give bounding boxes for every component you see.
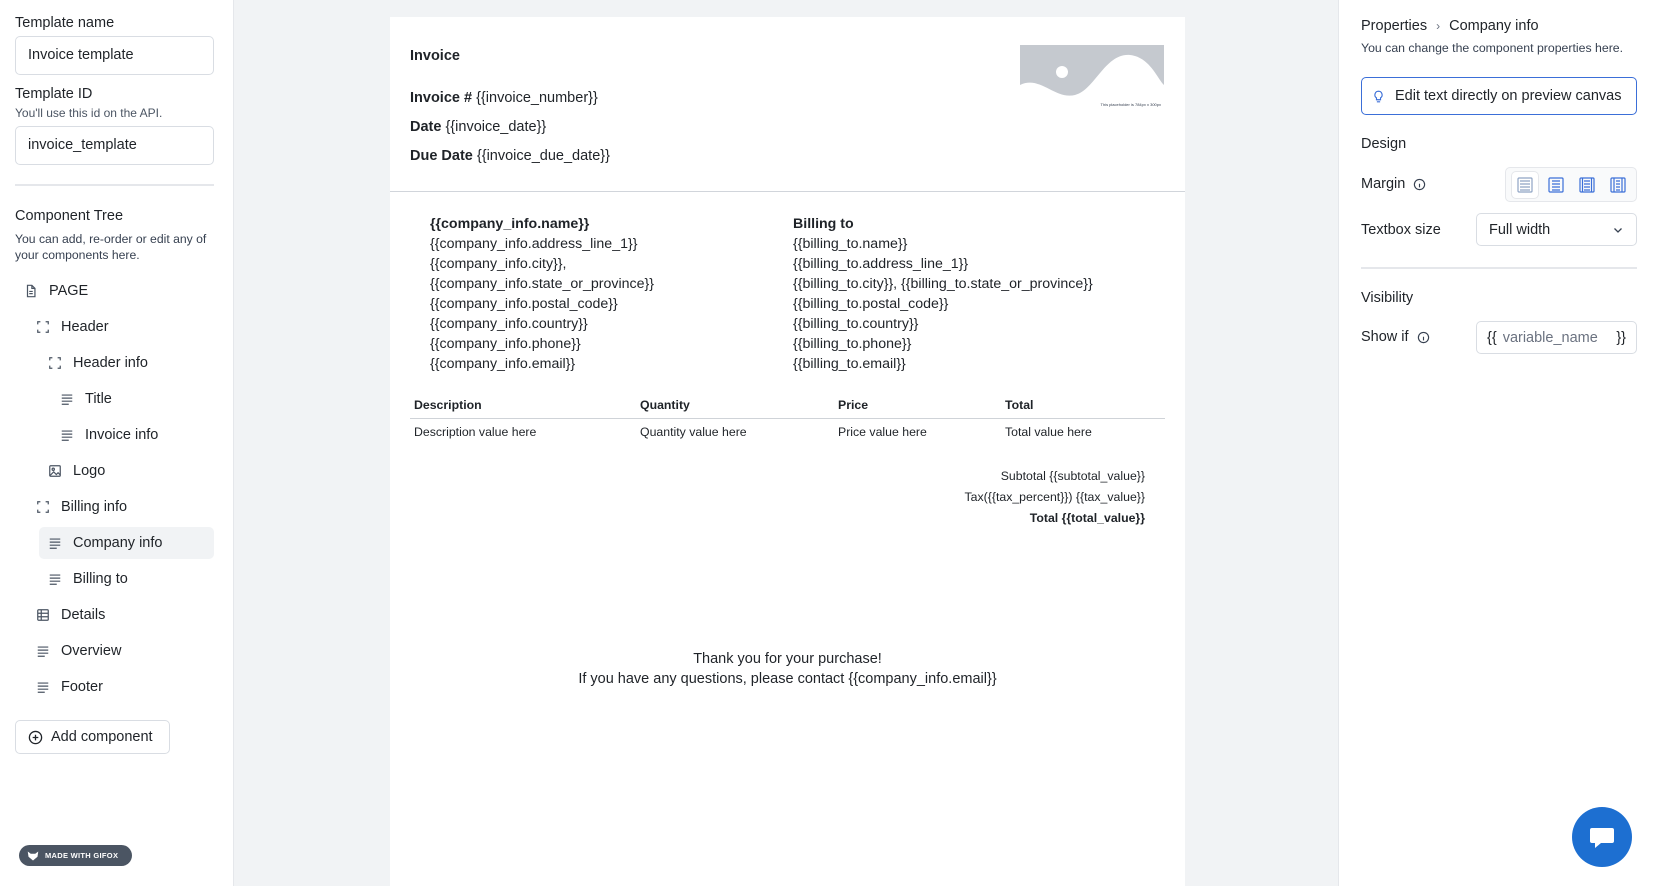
- invoice-number-label: Invoice #: [410, 90, 473, 106]
- text-icon: [59, 391, 75, 407]
- component-tree-desc: You can add, re-order or edit any of your components here.: [15, 232, 207, 262]
- tree-item-label: PAGE: [49, 283, 89, 299]
- table-cell-quantity: Quantity value here: [640, 425, 747, 439]
- tree-item-label: Logo: [73, 463, 106, 479]
- tree-item-details[interactable]: [35, 599, 213, 631]
- company-line: {{company_info.city}},: [430, 256, 567, 272]
- sidebar-divider: [15, 184, 214, 186]
- page-icon: [23, 283, 39, 299]
- billing-line: {{billing_to.phone}}: [793, 336, 912, 352]
- properties-subtitle: You can change the component properties here.: [1361, 41, 1624, 55]
- invoice-due-line[interactable]: [410, 148, 610, 164]
- billing-to-block[interactable]: [793, 214, 1093, 374]
- template-id-help: You'll use this id on the API.: [15, 106, 163, 120]
- frame-icon: [35, 319, 51, 335]
- text-icon: [35, 643, 51, 659]
- gifox-badge: [19, 845, 132, 866]
- tree-item-header[interactable]: [35, 311, 213, 343]
- tree-item-footer[interactable]: [35, 671, 213, 703]
- footer-thanks[interactable]: Thank you for your purchase!: [693, 651, 882, 667]
- template-id-label: Template ID: [15, 86, 93, 102]
- var-placeholder: variable_name: [1502, 329, 1598, 346]
- invoice-date-line[interactable]: [410, 119, 546, 135]
- text-icon: [47, 571, 63, 587]
- left-sidebar: [0, 0, 234, 886]
- company-info-block[interactable]: [430, 214, 654, 374]
- add-component-label: Add component: [51, 729, 153, 745]
- billing-line: {{billing_to.name}}: [793, 236, 908, 252]
- company-line: {{company_info.state_or_province}}: [430, 276, 655, 292]
- logo-placeholder-caption: This placeholder is 784px x 300px: [1100, 102, 1161, 107]
- template-id-input[interactable]: invoice_template: [15, 126, 214, 165]
- table-icon: [35, 607, 51, 623]
- image-icon: [47, 463, 63, 479]
- show-if-variable-input[interactable]: [1476, 321, 1637, 354]
- breadcrumb-properties[interactable]: Properties: [1361, 18, 1428, 34]
- tree-item-overview[interactable]: [35, 635, 213, 667]
- invoice-due-label: Due Date: [410, 148, 473, 164]
- table-cell-description: Description value here: [414, 425, 537, 439]
- header-divider: [390, 191, 1185, 192]
- margin-medium-icon: [1578, 176, 1596, 194]
- margin-label-text: Margin: [1361, 176, 1406, 192]
- fox-icon: [27, 850, 39, 862]
- design-section-title: Design: [1361, 136, 1407, 152]
- text-icon: [59, 427, 75, 443]
- margin-large-button[interactable]: [1605, 172, 1631, 198]
- margin-none-button[interactable]: [1512, 172, 1538, 198]
- tree-item-label: Company info: [73, 535, 163, 551]
- invoice-date-label: Date: [410, 119, 442, 135]
- margin-label: [1361, 176, 1426, 192]
- tree-item-company-info[interactable]: [39, 527, 214, 559]
- template-name-label: Template name: [15, 15, 115, 31]
- chat-bubble-icon: [1587, 822, 1617, 852]
- table-cell-price: Price value here: [838, 425, 927, 439]
- billing-line: {{billing_to.postal_code}}: [793, 296, 949, 312]
- tree-item-logo[interactable]: [47, 455, 213, 487]
- company-line: {{company_info.email}}: [430, 356, 576, 372]
- invoice-number-value: {{invoice_number}}: [476, 90, 598, 106]
- table-header-quantity: Quantity: [640, 398, 690, 412]
- footer-contact[interactable]: If you have any questions, please contact {{company_info.email}}: [578, 671, 997, 687]
- company-line: {{company_info.phone}}: [430, 336, 581, 352]
- table-cell-total: Total value here: [1005, 425, 1092, 439]
- tree-item-label: Overview: [61, 643, 122, 659]
- billing-line: {{billing_to.email}}: [793, 356, 906, 372]
- company-line: {{company_info.postal_code}}: [430, 296, 618, 312]
- chevron-down-icon: [1612, 224, 1624, 236]
- margin-none-icon: [1516, 176, 1534, 194]
- tree-item-label: Details: [61, 607, 106, 623]
- table-header-rule: [410, 418, 1165, 419]
- var-open-brace: {{: [1487, 329, 1497, 346]
- lightbulb-icon: [1372, 90, 1385, 103]
- section-divider: [1361, 267, 1637, 269]
- tree-item-label: Billing info: [61, 499, 128, 515]
- table-header-total: Total: [1005, 398, 1034, 412]
- tree-item-title[interactable]: [59, 383, 213, 415]
- properties-panel: [1338, 0, 1654, 886]
- company-line: {{company_info.address_line_1}}: [430, 236, 638, 252]
- info-icon[interactable]: [1417, 331, 1430, 344]
- logo-placeholder[interactable]: [1020, 45, 1164, 109]
- company-line: {{company_info.country}}: [430, 316, 588, 332]
- invoice-due-value: {{invoice_due_date}}: [476, 148, 610, 164]
- margin-small-button[interactable]: [1543, 172, 1569, 198]
- billing-line: {{billing_to.city}}, {{billing_to.state_or_province}}: [793, 276, 1093, 292]
- text-icon: [47, 535, 63, 551]
- tree-item-invoice-info[interactable]: [59, 419, 213, 451]
- textbox-size-value: Full width: [1489, 221, 1551, 238]
- tree-item-page[interactable]: [23, 275, 213, 307]
- tree-item-billing-info[interactable]: [35, 491, 213, 523]
- add-component-button[interactable]: [15, 720, 170, 754]
- margin-selector: [1505, 167, 1637, 202]
- table-header-description: Description: [414, 398, 482, 412]
- component-tree-title: Component Tree: [15, 208, 124, 224]
- table-header-price: Price: [838, 398, 869, 412]
- margin-medium-button[interactable]: [1574, 172, 1600, 198]
- invoice-title[interactable]: Invoice: [410, 48, 460, 64]
- tree-item-billing-to[interactable]: [47, 563, 213, 595]
- show-if-label-text: Show if: [1361, 329, 1409, 345]
- plus-circle-icon: [28, 730, 43, 745]
- info-icon[interactable]: [1413, 178, 1426, 191]
- frame-icon: [47, 355, 63, 371]
- tree-item-label: Title: [85, 391, 112, 407]
- invoice-preview-canvas[interactable]: [390, 17, 1185, 886]
- breadcrumb: [1361, 18, 1539, 34]
- tree-item-label: Billing to: [73, 571, 128, 587]
- chat-support-button[interactable]: [1572, 807, 1632, 867]
- billing-line: {{billing_to.address_line_1}}: [793, 256, 969, 272]
- subtotal-line[interactable]: Subtotal {{subtotal_value}}: [1000, 469, 1145, 483]
- template-name-input[interactable]: Invoice template: [15, 36, 214, 75]
- company-name: {{company_info.name}}: [430, 216, 590, 232]
- total-line[interactable]: Total {{total_value}}: [1029, 511, 1145, 525]
- tree-item-label: Header info: [73, 355, 148, 371]
- tree-item-header-info[interactable]: [47, 347, 213, 379]
- invoice-number-line[interactable]: [410, 90, 598, 106]
- gifox-badge-label: MADE WITH GIFOX: [45, 851, 119, 860]
- billing-line: {{billing_to.country}}: [793, 316, 919, 332]
- billing-to-heading: Billing to: [793, 216, 854, 232]
- tree-item-label: Footer: [61, 679, 103, 695]
- margin-large-icon: [1609, 176, 1627, 194]
- tree-item-label: Invoice info: [85, 427, 159, 443]
- breadcrumb-company-info: Company info: [1449, 18, 1539, 34]
- edit-tip-text: Edit text directly on preview canvas: [1395, 88, 1622, 104]
- tax-line[interactable]: Tax({{tax_percent}}) {{tax_value}}: [964, 490, 1145, 504]
- textbox-size-select[interactable]: [1476, 213, 1637, 246]
- textbox-size-label: Textbox size: [1361, 222, 1441, 238]
- edit-tip-banner: [1361, 77, 1637, 115]
- invoice-date-value: {{invoice_date}}: [445, 119, 547, 135]
- var-close-brace: }}: [1616, 329, 1626, 346]
- frame-icon: [35, 499, 51, 515]
- visibility-section-title: Visibility: [1361, 290, 1414, 306]
- chevron-right-icon: ›: [1436, 19, 1441, 33]
- image-placeholder-icon: [1020, 45, 1164, 109]
- show-if-label: [1361, 329, 1430, 345]
- margin-small-icon: [1547, 176, 1565, 194]
- text-icon: [35, 679, 51, 695]
- tree-item-label: Header: [61, 319, 109, 335]
